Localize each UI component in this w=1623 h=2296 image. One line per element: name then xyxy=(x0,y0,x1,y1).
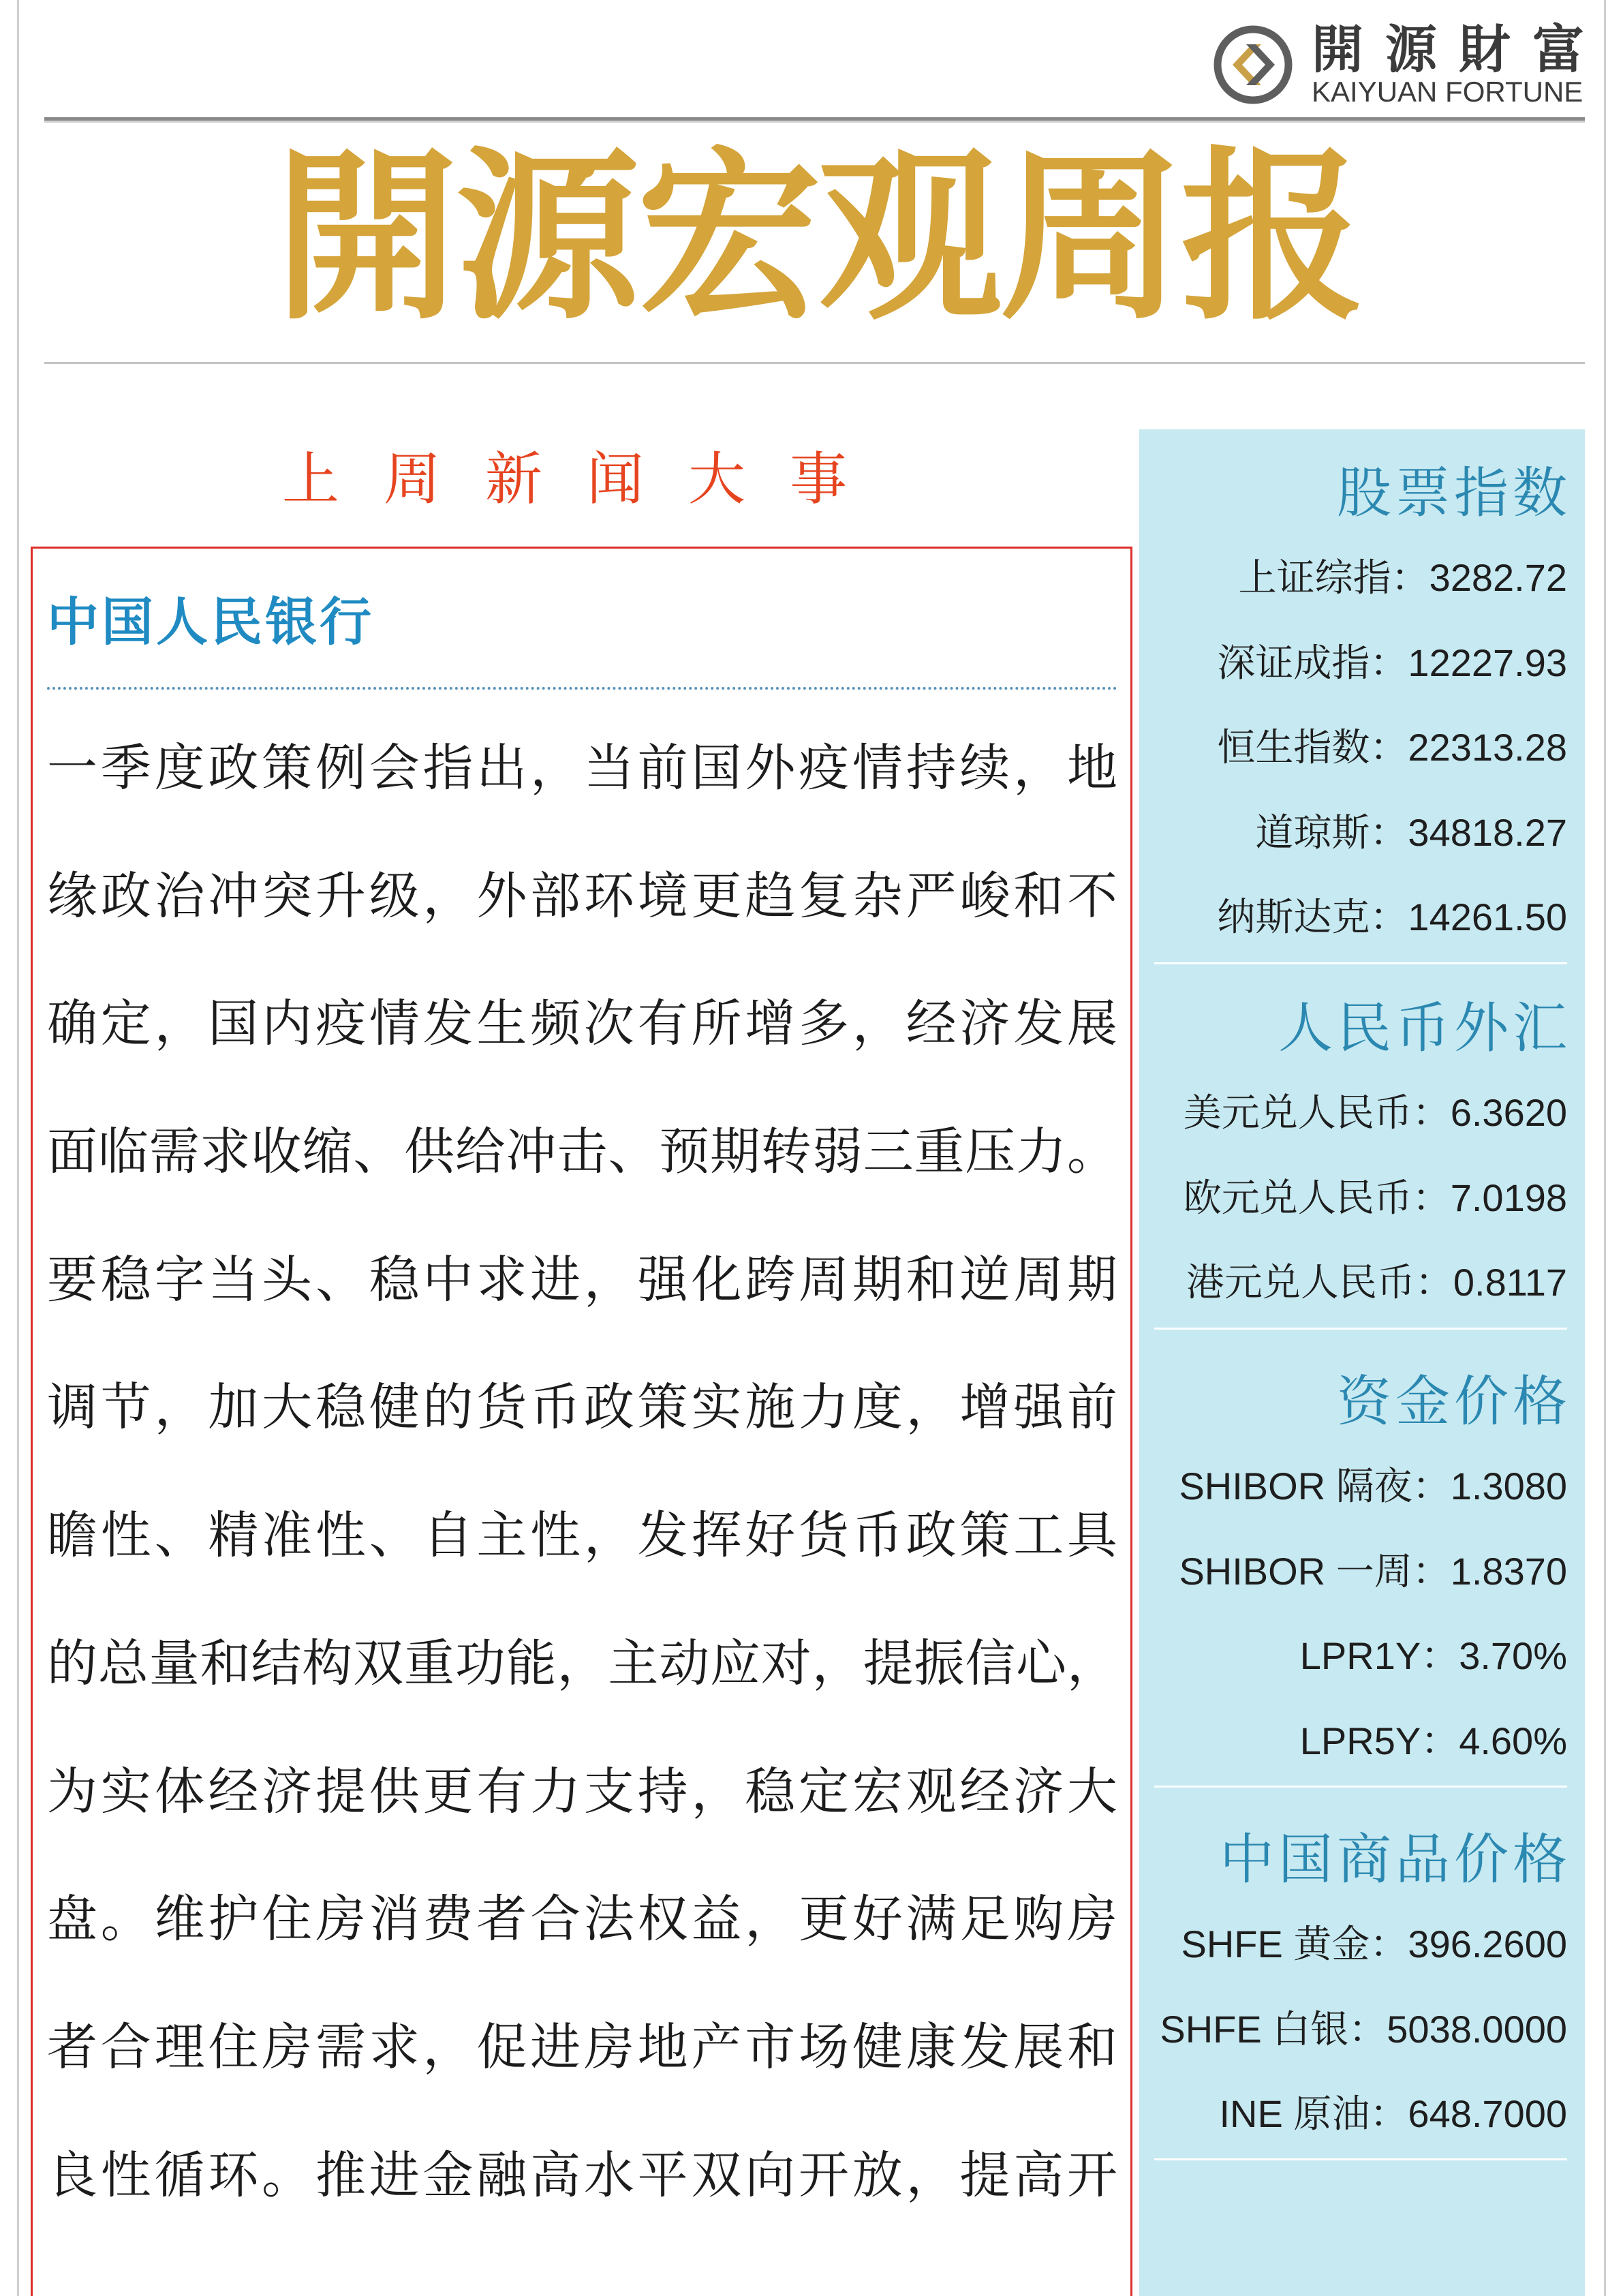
article-body-line: 缘政治冲突升级，外部环境更趋复杂严峻和不 xyxy=(47,866,1117,925)
sidebar-section-title: 中国商品价格 xyxy=(1220,1828,1571,1891)
sidebar-section-title: 资金价格 xyxy=(1337,1370,1571,1433)
sidebar-item xyxy=(1139,1444,1567,1529)
report-title: 開源宏观周报 xyxy=(275,130,1362,345)
sidebar-item-separator: ： xyxy=(1415,1261,1453,1304)
sidebar-section-commodity-prices xyxy=(1139,1818,1571,2157)
article-body-line: 的总量和结构双重功能，主动应对，提振信心， xyxy=(47,1634,1117,1693)
news-article-box xyxy=(31,547,1132,2296)
sidebar-item-name: 欧元兑人民币 xyxy=(1183,1176,1412,1219)
sidebar-item-separator: ： xyxy=(1348,2007,1387,2051)
sidebar-item-separator: ： xyxy=(1370,896,1408,938)
sidebar-section-title: 股票指数 xyxy=(1337,461,1571,525)
sidebar-section-rmb-fx xyxy=(1139,986,1571,1326)
sidebar-item xyxy=(1139,705,1567,791)
article-body-line: 瞻性、精准性、自主性，发挥好货币政策工具 xyxy=(47,1506,1117,1565)
sidebar-item-separator: ： xyxy=(1370,726,1408,769)
title-rule xyxy=(44,362,1585,364)
page-frame-left-line xyxy=(17,0,19,2296)
brand-name-cn: 開源財富 xyxy=(1312,19,1606,80)
sidebar-item xyxy=(1139,1529,1567,1614)
news-section-heading: 上周新闻大事 xyxy=(282,446,892,512)
sidebar-item-separator: ： xyxy=(1391,556,1429,599)
sidebar-section-funding-rates xyxy=(1139,1360,1571,1784)
sidebar-item-name: LPR1Y xyxy=(1299,1634,1421,1677)
sidebar-item-value: 3282.72 xyxy=(1429,556,1567,599)
sidebar-divider xyxy=(1154,2158,1567,2160)
sidebar-item-value: 396.2600 xyxy=(1408,1923,1567,1965)
sidebar-item-separator: ： xyxy=(1412,1091,1451,1134)
sidebar-item-separator: ： xyxy=(1421,1634,1459,1677)
article-body-line: 面临需求收缩、供给冲击、预期转弱三重压力。 xyxy=(47,1122,1117,1182)
sidebar-item-name: 港元兑人民币 xyxy=(1186,1261,1415,1304)
sidebar-item xyxy=(1139,1614,1567,1699)
article-body-line: 为实体经济提供更有力支持，稳定宏观经济大 xyxy=(47,1762,1117,1821)
sidebar-item xyxy=(1139,875,1567,960)
sidebar-item-separator: ： xyxy=(1370,2092,1408,2135)
sidebar-item-name: SHIBOR 一周 xyxy=(1179,1549,1412,1593)
article-body-line: 确定，国内疫情发生频次有所增多，经济发展 xyxy=(47,994,1117,1054)
sidebar-item-separator: ： xyxy=(1412,1549,1451,1593)
page-frame-right-line xyxy=(1604,0,1606,2296)
article-source-rule xyxy=(47,687,1117,690)
sidebar-item-name: SHFE 黄金 xyxy=(1181,1923,1370,1965)
sidebar-item xyxy=(1139,1240,1567,1326)
sidebar-item-value: 0.8117 xyxy=(1453,1261,1567,1304)
article-body xyxy=(47,705,1117,2239)
sidebar-item-value: 12227.93 xyxy=(1408,641,1567,684)
market-data-sidebar xyxy=(1139,429,1585,2296)
sidebar-item-value: 22313.28 xyxy=(1408,726,1567,769)
sidebar-item-separator: ： xyxy=(1412,1176,1451,1219)
sidebar-item-separator: ： xyxy=(1370,641,1408,684)
sidebar-item xyxy=(1139,536,1567,621)
sidebar-item-value: 3.70% xyxy=(1459,1634,1567,1677)
sidebar-item-value: 6.3620 xyxy=(1450,1091,1567,1134)
sidebar-item xyxy=(1139,1699,1567,1784)
sidebar-item xyxy=(1139,2072,1567,2157)
sidebar-item-value: 5038.0000 xyxy=(1387,2007,1567,2051)
sidebar-item-name: 纳斯达克 xyxy=(1217,896,1370,938)
sidebar-item-value: 1.8370 xyxy=(1450,1549,1567,1593)
header-rule xyxy=(44,117,1585,121)
sidebar-item-name: 恒生指数 xyxy=(1217,726,1370,769)
sidebar-item-value: 14261.50 xyxy=(1408,896,1567,938)
sidebar-item-value: 34818.27 xyxy=(1408,810,1567,854)
sidebar-item-separator: ： xyxy=(1370,1923,1408,1965)
article-body-line: 一季度政策例会指出，当前国外疫情持续，地 xyxy=(47,739,1117,797)
sidebar-item-name: LPR5Y xyxy=(1299,1719,1421,1762)
sidebar-section-stock-indices xyxy=(1139,451,1571,960)
sidebar-divider xyxy=(1154,962,1567,964)
sidebar-item xyxy=(1139,791,1567,876)
sidebar-divider xyxy=(1154,1786,1567,1788)
article-source: 中国人民银行 xyxy=(47,592,374,652)
sidebar-item-name: INE 原油 xyxy=(1219,2092,1370,2135)
brand-name-en: KAIYUAN FORTUNE xyxy=(1312,76,1583,108)
logo-ring xyxy=(1218,29,1288,100)
article-body-line: 要稳字当头、稳中求进，强化跨周期和逆周期 xyxy=(47,1250,1117,1309)
sidebar-item xyxy=(1139,1071,1567,1156)
sidebar-item-name: SHIBOR 隔夜 xyxy=(1179,1465,1412,1507)
sidebar-section-title: 人民币外汇 xyxy=(1278,996,1571,1060)
sidebar-item-name: 美元兑人民币 xyxy=(1183,1091,1412,1134)
sidebar-item-separator: ： xyxy=(1421,1719,1459,1762)
article-body-line: 调节，加大稳健的货币政策实施力度，增强前 xyxy=(47,1378,1117,1437)
sidebar-item xyxy=(1139,1156,1567,1241)
sidebar-item xyxy=(1139,1902,1567,1987)
article-body-line: 盘。维护住房消费者合法权益，更好满足购房 xyxy=(47,1890,1117,1949)
sidebar-item-value: 4.60% xyxy=(1459,1719,1567,1762)
sidebar-item-value: 1.3080 xyxy=(1450,1465,1567,1507)
sidebar-item xyxy=(1139,621,1567,706)
sidebar-item-name: 深证成指 xyxy=(1217,641,1370,684)
sidebar-item xyxy=(1139,1987,1567,2072)
sidebar-item-separator: ： xyxy=(1412,1465,1451,1507)
sidebar-item-name: SHFE 白银 xyxy=(1160,2007,1349,2051)
sidebar-item-value: 648.7000 xyxy=(1408,2092,1567,2135)
article-body-line: 良性循环。推进金融高水平双向开放，提高开 xyxy=(47,2145,1117,2205)
kaiyuan-fortune-logo-icon xyxy=(1212,24,1294,106)
sidebar-item-value: 7.0198 xyxy=(1450,1176,1567,1219)
sidebar-item-separator: ： xyxy=(1370,810,1408,854)
article-body-line: 者合理住房需求，促进房地产市场健康发展和 xyxy=(47,2017,1117,2077)
sidebar-divider xyxy=(1154,1328,1567,1330)
sidebar-item-name: 道琼斯 xyxy=(1255,810,1370,854)
sidebar-item-name: 上证综指 xyxy=(1238,556,1391,599)
